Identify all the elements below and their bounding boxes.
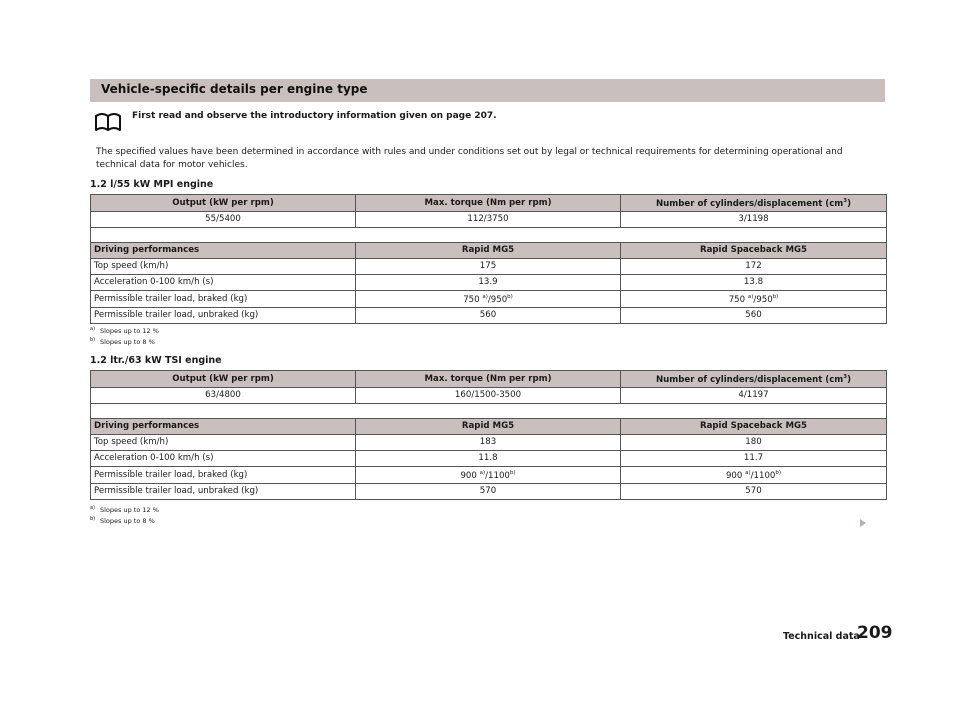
value-output: 63/4800 bbox=[91, 388, 356, 404]
footnote: $^{a)}$ Slopes up to 12 % bbox=[90, 326, 159, 335]
row-value-spaceback: 900 $^{a)}$/1100$^{b)}$ bbox=[621, 467, 887, 484]
row-label: Permissible trailer load, unbraked (kg) bbox=[91, 308, 356, 324]
table-row bbox=[91, 259, 887, 275]
row-label: Acceleration 0-100 km/h (s) bbox=[91, 275, 356, 291]
header-driving-performances: Driving performances bbox=[91, 419, 356, 435]
header-output: Output (kW per rpm) bbox=[91, 195, 356, 212]
row-label: Top speed (km/h) bbox=[91, 435, 356, 451]
engine-heading: 1.2 ltr./63 kW TSI engine bbox=[90, 355, 222, 366]
row-label: Acceleration 0-100 km/h (s) bbox=[91, 451, 356, 467]
row-value-rapid: 13.9 bbox=[356, 275, 621, 291]
spec-values-row bbox=[91, 388, 887, 404]
value-output: 55/5400 bbox=[91, 212, 356, 228]
table-row bbox=[91, 308, 887, 324]
perf-header-row bbox=[91, 243, 887, 259]
header-rapid-spaceback-mg5: Rapid Spaceback MG5 bbox=[621, 419, 887, 435]
header-torque: Max. torque (Nm per rpm) bbox=[356, 371, 621, 388]
paragraph-line: technical data for motor vehicles. bbox=[96, 159, 248, 170]
footnote: $^{b)}$ Slopes up to 8 % bbox=[90, 337, 155, 346]
spacer-row bbox=[91, 404, 887, 419]
header-driving-performances: Driving performances bbox=[91, 243, 356, 259]
intro-paragraph bbox=[96, 146, 886, 171]
table-row bbox=[91, 451, 887, 467]
row-value-rapid: 175 bbox=[356, 259, 621, 275]
engine-heading: 1.2 l/55 kW MPI engine bbox=[90, 179, 214, 190]
row-value-rapid: 570 bbox=[356, 484, 621, 500]
engine-spec-table bbox=[90, 370, 887, 500]
table-row bbox=[91, 275, 887, 291]
header-rapid-spaceback-mg5: Rapid Spaceback MG5 bbox=[621, 243, 887, 259]
header-rapid-mg5: Rapid MG5 bbox=[356, 419, 621, 435]
row-value-rapid: 560 bbox=[356, 308, 621, 324]
row-label: Permissible trailer load, braked (kg) bbox=[91, 467, 356, 484]
page-number: 209 bbox=[857, 623, 893, 643]
header-output: Output (kW per rpm) bbox=[91, 371, 356, 388]
spec-header-row bbox=[91, 195, 887, 212]
header-torque: Max. torque (Nm per rpm) bbox=[356, 195, 621, 212]
intro-note: First read and observe the introductory information given on page 207. bbox=[132, 111, 497, 121]
header-cylinders: Number of cylinders/displacement $(cm^3)$ bbox=[621, 195, 887, 212]
header-rapid-mg5: Rapid MG5 bbox=[356, 243, 621, 259]
engine-spec-table bbox=[90, 194, 887, 324]
section-title: Vehicle-specific details per engine type bbox=[101, 82, 368, 96]
table-row bbox=[91, 484, 887, 500]
paragraph-line: The specified values have been determined in accordance with rules and under conditions set out by legal or technical requirements for determining operational and bbox=[96, 147, 843, 157]
row-value-rapid: 900 $^{a)}$/1100$^{b)}$ bbox=[356, 467, 621, 484]
row-value-spaceback: 750 $^{a)}$/950$^{b)}$ bbox=[621, 291, 887, 308]
section-header bbox=[90, 79, 885, 102]
spec-header-row bbox=[91, 371, 887, 388]
footer-section-label: Technical data bbox=[783, 631, 860, 642]
value-torque: 112/3750 bbox=[356, 212, 621, 228]
row-label: Permissible trailer load, braked (kg) bbox=[91, 291, 356, 308]
continue-arrow-icon bbox=[860, 519, 866, 527]
row-value-spaceback: 560 bbox=[621, 308, 887, 324]
footnotes bbox=[90, 504, 159, 526]
spacer-row bbox=[91, 228, 887, 243]
header-cylinders: Number of cylinders/displacement $(cm^3)$ bbox=[621, 371, 887, 388]
row-value-rapid: 750 $^{a)}$/950$^{b)}$ bbox=[356, 291, 621, 308]
row-value-rapid: 183 bbox=[356, 435, 621, 451]
table-row bbox=[91, 467, 887, 484]
row-label: Top speed (km/h) bbox=[91, 259, 356, 275]
row-value-rapid: 11.8 bbox=[356, 451, 621, 467]
value-cylinders: 3/1198 bbox=[621, 212, 887, 228]
book-icon bbox=[94, 110, 122, 132]
footnotes bbox=[90, 325, 159, 347]
spec-values-row bbox=[91, 212, 887, 228]
value-torque: 160/1500-3500 bbox=[356, 388, 621, 404]
row-value-spaceback: 570 bbox=[621, 484, 887, 500]
table-row bbox=[91, 435, 887, 451]
footnote: $^{a)}$ Slopes up to 12 % bbox=[90, 505, 159, 514]
table-row bbox=[91, 291, 887, 308]
row-value-spaceback: 11.7 bbox=[621, 451, 887, 467]
value-cylinders: 4/1197 bbox=[621, 388, 887, 404]
footnote: $^{b)}$ Slopes up to 8 % bbox=[90, 516, 155, 525]
row-label: Permissible trailer load, unbraked (kg) bbox=[91, 484, 356, 500]
row-value-spaceback: 172 bbox=[621, 259, 887, 275]
perf-header-row bbox=[91, 419, 887, 435]
row-value-spaceback: 13.8 bbox=[621, 275, 887, 291]
row-value-spaceback: 180 bbox=[621, 435, 887, 451]
